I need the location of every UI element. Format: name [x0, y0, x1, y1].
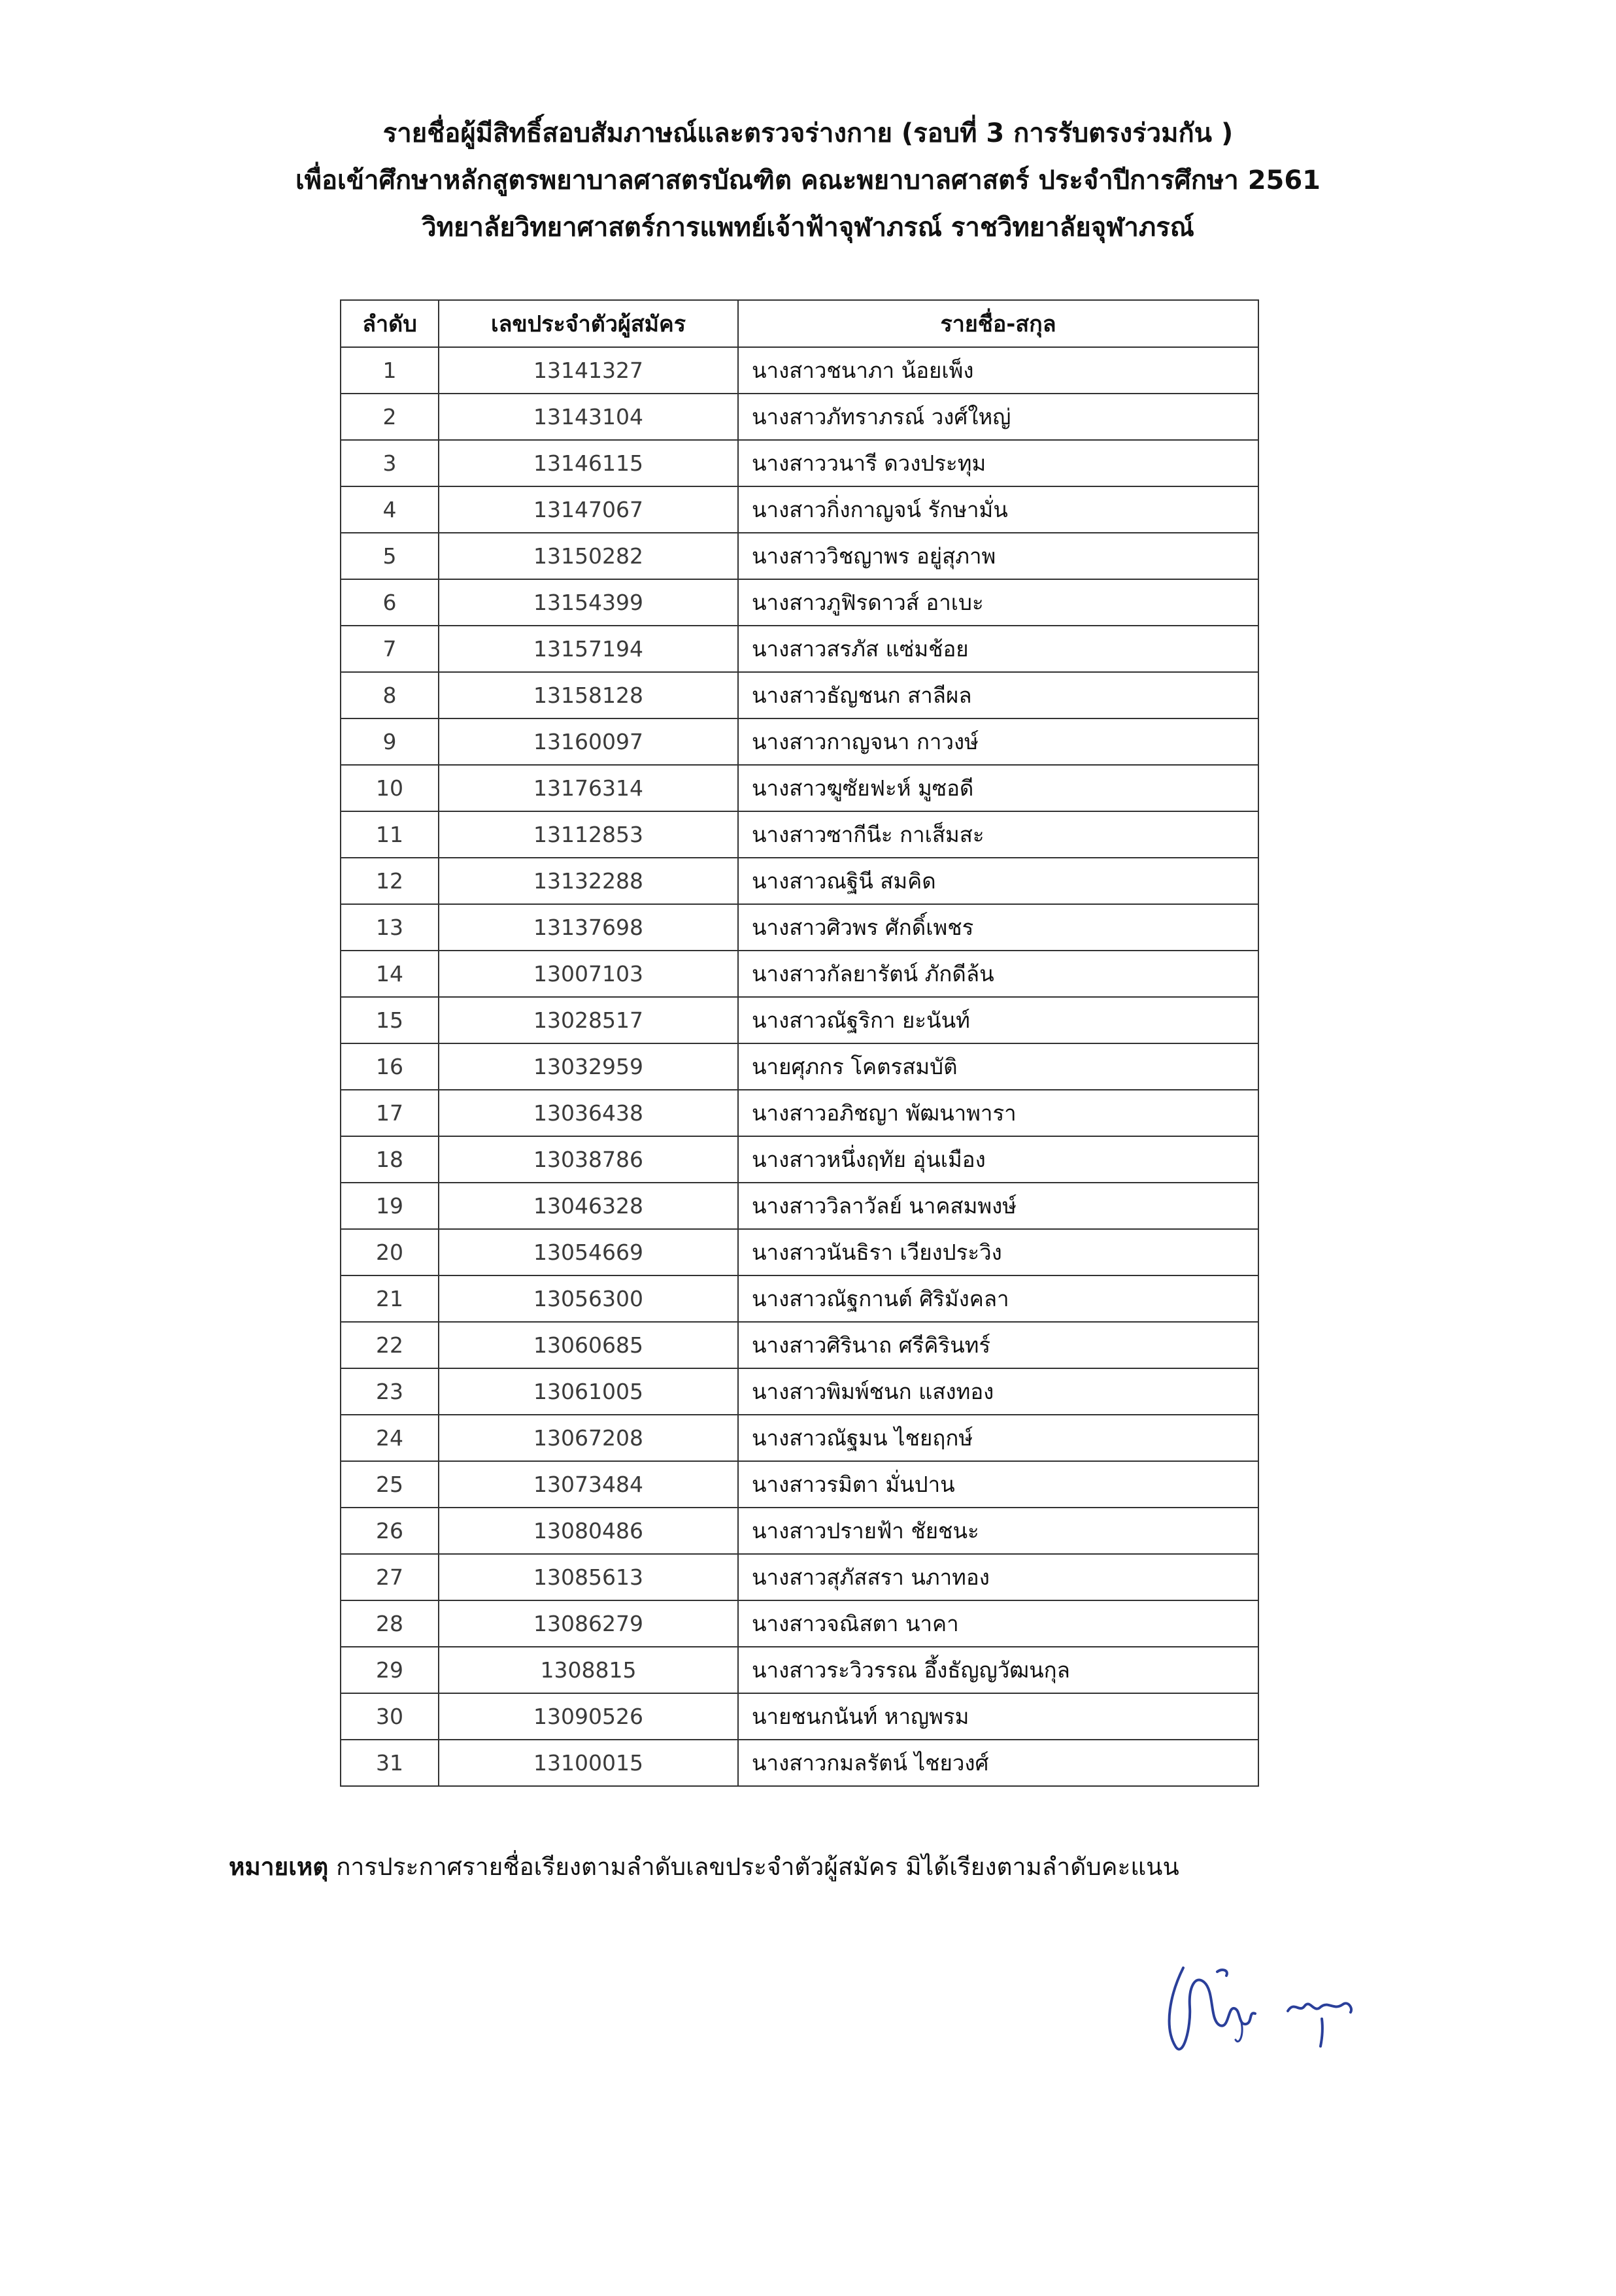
row-number-cell: 7	[341, 626, 439, 672]
applicant-id-cell: 13073484	[439, 1461, 738, 1508]
applicant-id-cell: 13147067	[439, 486, 738, 533]
applicant-name-cell: นางสาวศิรินาถ ศรีคิรินทร์	[738, 1322, 1258, 1368]
applicant-name-cell: นางสาวกัลยารัตน์ ภักดีล้น	[738, 951, 1258, 997]
table-row	[341, 1368, 1258, 1415]
applicant-name-cell: นางสาวจณิสตา นาคา	[738, 1600, 1258, 1647]
table-row	[341, 1275, 1258, 1322]
column-header-id: เลขประจำตัวผู้สมัคร	[439, 300, 738, 347]
applicant-id-cell: 1308815	[439, 1647, 738, 1693]
applicant-name-cell: นางสาวหนึ่งฤทัย อุ่นเมือง	[738, 1136, 1258, 1183]
column-header-name: รายชื่อ-สกุล	[738, 300, 1258, 347]
applicant-name-cell: นางสาวณัฐริกา ยะนันท์	[738, 997, 1258, 1043]
table-body	[341, 347, 1258, 1786]
applicant-id-cell: 13143104	[439, 394, 738, 440]
applicant-name-cell: นางสาวกิ่งกาญจน์ รักษามั่น	[738, 486, 1258, 533]
table-row	[341, 1740, 1258, 1786]
table-row	[341, 1415, 1258, 1461]
applicant-id-cell: 13032959	[439, 1043, 738, 1090]
table-row	[341, 1600, 1258, 1647]
document-header	[0, 110, 1616, 251]
applicant-name-cell: นางสาววิลาวัลย์ นาคสมพงษ์	[738, 1183, 1258, 1229]
applicant-id-cell: 13028517	[439, 997, 738, 1043]
applicant-id-cell: 13160097	[439, 718, 738, 765]
title-line-3: วิทยาลัยวิทยาศาสตร์การแพทย์เจ้าฟ้าจุฬาภรณ์ ราชวิทยาลัยจุฬาภรณ์	[422, 212, 1194, 243]
applicant-id-cell: 13132288	[439, 858, 738, 904]
row-number-cell: 29	[341, 1647, 439, 1693]
table-row	[341, 858, 1258, 904]
applicant-name-cell: นางสาววนารี ดวงประทุม	[738, 440, 1258, 486]
table-row	[341, 1043, 1258, 1090]
row-number-cell: 12	[341, 858, 439, 904]
applicant-name-cell: นางสาวชนาภา น้อยเพ็ง	[738, 347, 1258, 394]
row-number-cell: 13	[341, 904, 439, 951]
applicant-name-cell: นางสาวซากีนีะ กาเส็มสะ	[738, 811, 1258, 858]
table-row	[341, 626, 1258, 672]
table-row	[341, 1508, 1258, 1554]
row-number-cell: 4	[341, 486, 439, 533]
row-number-cell: 25	[341, 1461, 439, 1508]
column-header-no: ลำดับ	[341, 300, 439, 347]
row-number-cell: 3	[341, 440, 439, 486]
applicant-id-cell: 13137698	[439, 904, 738, 951]
row-number-cell: 27	[341, 1554, 439, 1600]
table-row	[341, 718, 1258, 765]
table-row	[341, 394, 1258, 440]
table-row	[341, 1322, 1258, 1368]
applicant-id-cell: 13086279	[439, 1600, 738, 1647]
applicant-id-cell: 13038786	[439, 1136, 738, 1183]
row-number-cell: 24	[341, 1415, 439, 1461]
applicant-id-cell: 13176314	[439, 765, 738, 811]
applicant-name-cell: นางสาวกมลรัตน์ ไชยวงศ์	[738, 1740, 1258, 1786]
table-row	[341, 672, 1258, 718]
row-number-cell: 9	[341, 718, 439, 765]
applicant-name-cell: นายชนกนันท์ หาญพรม	[738, 1693, 1258, 1740]
table-row	[341, 579, 1258, 626]
applicant-id-cell: 13090526	[439, 1693, 738, 1740]
table-row	[341, 1693, 1258, 1740]
applicant-id-cell: 13141327	[439, 347, 738, 394]
table-row	[341, 1554, 1258, 1600]
footnote	[229, 1848, 1179, 1886]
applicant-id-cell: 13046328	[439, 1183, 738, 1229]
applicant-id-cell: 13158128	[439, 672, 738, 718]
row-number-cell: 31	[341, 1740, 439, 1786]
applicant-id-cell: 13100015	[439, 1740, 738, 1786]
applicant-name-cell: นางสาววิชญาพร อยู่สุภาพ	[738, 533, 1258, 579]
applicant-id-cell: 13154399	[439, 579, 738, 626]
applicant-name-cell: นางสาวณัฐกานต์ ศิริมังคลา	[738, 1275, 1258, 1322]
applicant-id-cell: 13150282	[439, 533, 738, 579]
row-number-cell: 5	[341, 533, 439, 579]
row-number-cell: 30	[341, 1693, 439, 1740]
applicant-name-cell: นางสาวกาญจนา กาวงษ์	[738, 718, 1258, 765]
row-number-cell: 17	[341, 1090, 439, 1136]
table-row	[341, 811, 1258, 858]
table-row	[341, 765, 1258, 811]
row-number-cell: 23	[341, 1368, 439, 1415]
row-number-cell: 16	[341, 1043, 439, 1090]
applicant-name-cell: นางสาวธัญชนก สาลีผล	[738, 672, 1258, 718]
row-number-cell: 1	[341, 347, 439, 394]
row-number-cell: 14	[341, 951, 439, 997]
table-row	[341, 1461, 1258, 1508]
applicant-name-cell: นางสาวณฐินี สมคิด	[738, 858, 1258, 904]
applicant-name-cell: นางสาวภัทราภรณ์ วงศ์ใหญ่	[738, 394, 1258, 440]
table-row	[341, 533, 1258, 579]
applicant-id-cell: 13054669	[439, 1229, 738, 1275]
table-row	[341, 1647, 1258, 1693]
table-row	[341, 440, 1258, 486]
row-number-cell: 26	[341, 1508, 439, 1554]
applicant-id-cell: 13036438	[439, 1090, 738, 1136]
applicant-name-cell: นางสาวปรายฟ้า ชัยชนะ	[738, 1508, 1258, 1554]
applicant-name-cell: นางสาวภูฟิรดาวส์ อาเบะ	[738, 579, 1258, 626]
applicant-name-cell: นางสาวณัฐมน ไชยฤกษ์	[738, 1415, 1258, 1461]
row-number-cell: 19	[341, 1183, 439, 1229]
applicant-name-cell: นางสาวรมิตา มั่นปาน	[738, 1461, 1258, 1508]
table-row	[341, 1183, 1258, 1229]
applicant-id-cell: 13112853	[439, 811, 738, 858]
row-number-cell: 10	[341, 765, 439, 811]
applicant-id-cell: 13080486	[439, 1508, 738, 1554]
applicant-name-cell: นางสาวสรภัส แซ่มช้อย	[738, 626, 1258, 672]
applicant-id-cell: 13061005	[439, 1368, 738, 1415]
row-number-cell: 28	[341, 1600, 439, 1647]
applicant-name-cell: นางสาวอภิชญา พัฒนาพารา	[738, 1090, 1258, 1136]
applicant-name-cell: นางสาวสุภัสสรา นภาทอง	[738, 1554, 1258, 1600]
row-number-cell: 22	[341, 1322, 439, 1368]
table-header-row	[341, 300, 1258, 347]
title-line-2: เพื่อเข้าศึกษาหลักสูตรพยาบาลศาสตรบัณฑิต คณะพยาบาลศาสตร์ ประจำปีการศึกษา 2561	[295, 165, 1321, 195]
table-row	[341, 951, 1258, 997]
table-row	[341, 347, 1258, 394]
applicant-id-cell: 13060685	[439, 1322, 738, 1368]
table-row	[341, 997, 1258, 1043]
title-line-1: รายชื่อผู้มีสิทธิ์สอบสัมภาษณ์และตรวจร่างกาย (รอบที่ 3 การรับตรงร่วมกัน )	[382, 118, 1234, 148]
table-row	[341, 1090, 1258, 1136]
applicant-table	[340, 299, 1259, 1787]
applicant-id-cell: 13085613	[439, 1554, 738, 1600]
table-row	[341, 904, 1258, 951]
table-row	[341, 486, 1258, 533]
signature-image	[1157, 1948, 1392, 2066]
applicant-name-cell: นางสาวศิวพร ศักดิ์เพชร	[738, 904, 1258, 951]
row-number-cell: 15	[341, 997, 439, 1043]
row-number-cell: 20	[341, 1229, 439, 1275]
row-number-cell: 21	[341, 1275, 439, 1322]
row-number-cell: 2	[341, 394, 439, 440]
footnote-label: หมายเหตุ	[229, 1853, 329, 1881]
applicant-name-cell: นางสาวนันธิรา เวียงประวิง	[738, 1229, 1258, 1275]
footnote-text: การประกาศรายชื่อเรียงตามลำดับเลขประจำตัวผู้สมัคร มิได้เรียงตามลำดับคะแนน	[328, 1853, 1179, 1881]
applicant-name-cell: นางสาวระวิวรรณ อึ้งธัญญวัฒนกุล	[738, 1647, 1258, 1693]
row-number-cell: 8	[341, 672, 439, 718]
applicant-id-cell: 13056300	[439, 1275, 738, 1322]
applicant-name-cell: นายศุภกร โคตรสมบัติ	[738, 1043, 1258, 1090]
table-row	[341, 1229, 1258, 1275]
applicant-id-cell: 13157194	[439, 626, 738, 672]
applicant-id-cell: 13007103	[439, 951, 738, 997]
row-number-cell: 18	[341, 1136, 439, 1183]
applicant-name-cell: นางสาวฆูซัยฟะห์ มูซอดี	[738, 765, 1258, 811]
row-number-cell: 6	[341, 579, 439, 626]
row-number-cell: 11	[341, 811, 439, 858]
applicant-id-cell: 13146115	[439, 440, 738, 486]
applicant-id-cell: 13067208	[439, 1415, 738, 1461]
applicant-name-cell: นางสาวพิมพ์ชนก แสงทอง	[738, 1368, 1258, 1415]
table-row	[341, 1136, 1258, 1183]
